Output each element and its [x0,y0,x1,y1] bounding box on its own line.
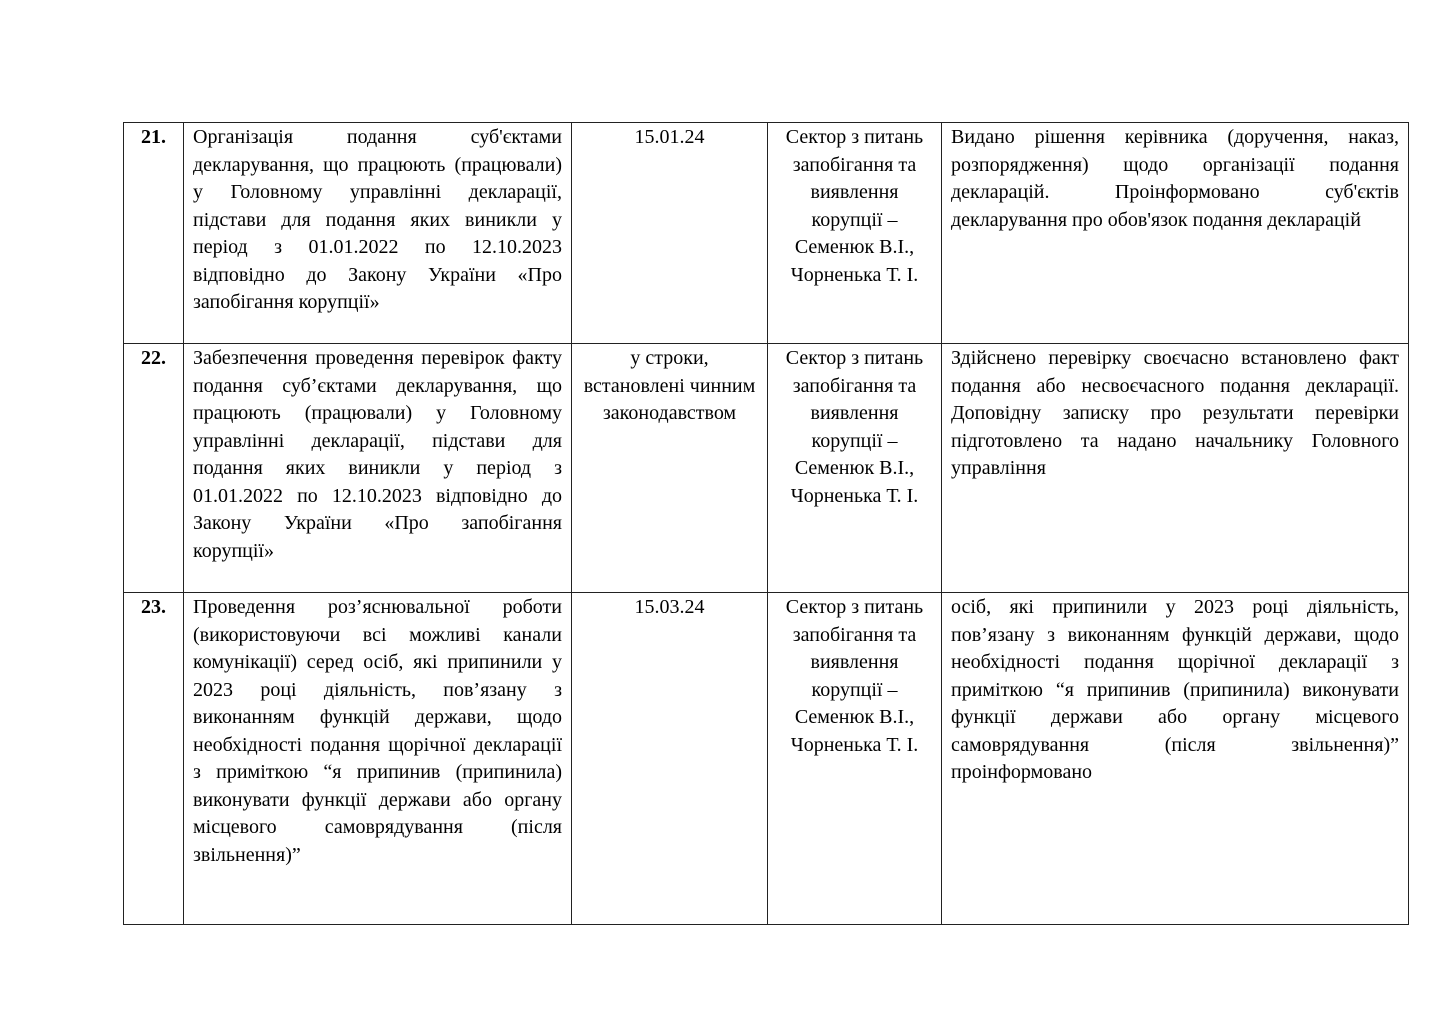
responsible-cell: Сектор з питань запобігання та виявлення корупції – Семенюк В.І., Чорненька Т. І. [768,344,942,593]
term-cell: 15.03.24 [572,593,768,925]
term-cell: у строки, встановлені чинним законодавством [572,344,768,593]
row-number: 23. [124,593,184,925]
task-cell: Забезпечення проведення перевірок факту подання суб’єктами декларування, що працюють (працювали) у Головному управлінні декларації, підстави для подання яких виникли у період з 01.01.2022 по 12.10.2023 відповідно до Закону України «Про запобігання корупції» [184,344,572,593]
table-row [124,344,1409,593]
row-number: 21. [124,123,184,344]
measures-table [123,122,1409,925]
result-cell: Видано рішення керівника (доручення, наказ, розпорядження) щодо організації подання декларацій. Проінформовано суб'єктів декларування про обов'язок подання декларацій [942,123,1409,344]
task-cell: Проведення роз’яснювальної роботи (використовуючи всі можливі канали комунікації) серед осіб, які припинили у 2023 році діяльність, пов’язану з виконанням функцій держави, щодо необхідності подання щорічної декларації з приміткою “я припинив (припинила) виконувати функції держави або органу місцевого самоврядування (після звільнення)” [184,593,572,925]
table-row [124,593,1409,925]
term-cell: 15.01.24 [572,123,768,344]
result-cell: Здійснено перевірку своєчасно встановлено факт подання або несвоєчасного подання декларації. Доповідну записку про результати перевірки підготовлено та надано начальнику Головного управління [942,344,1409,593]
result-cell: осіб, які припинили у 2023 році діяльність, пов’язану з виконанням функцій держави, щодо необхідності подання щорічної декларації з приміткою “я припинив (припинила) виконувати функції держави або органу місцевого самоврядування (після звільнення)” проінформовано [942,593,1409,925]
responsible-cell: Сектор з питань запобігання та виявлення корупції – Семенюк В.І., Чорненька Т. І. [768,593,942,925]
responsible-cell: Сектор з питань запобігання та виявлення корупції – Семенюк В.І., Чорненька Т. І. [768,123,942,344]
task-cell: Організація подання суб'єктами декларування, що працюють (працювали) у Головному управлінні декларації, підстави для подання яких виникли у період з 01.01.2022 по 12.10.2023 відповідно до Закону України «Про запобігання корупції» [184,123,572,344]
table-row [124,123,1409,344]
row-number: 22. [124,344,184,593]
